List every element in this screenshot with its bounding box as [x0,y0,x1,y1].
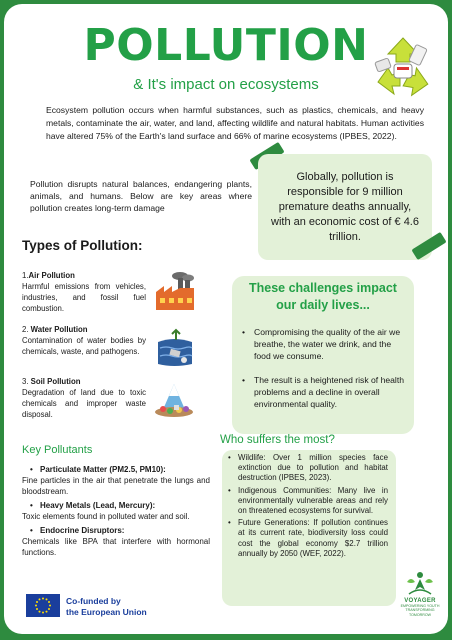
type-title: Water Pollution [30,325,88,334]
water-pollution-icon [154,326,196,368]
pollutant-description: Fine particles in the air that penetrate the lungs and bloodstream. [22,476,210,496]
who-suffers-title: Who suffers the most? [220,434,335,446]
type-description: Degradation of land due to toxic chemicals and improper waste disposal. [22,388,146,419]
eu-flag-icon [26,594,60,617]
pollution-description: Pollution disrupts natural balances, endangering plants, animals, and humans. Below are key areas where pollution creates long-term damage [30,179,252,213]
pollutant-description: Toxic elements found in polluted water and soil. [22,512,190,521]
list-item: • Future Generations: If pollution continues at its current rate, biodiversity loss could cost the global economy $2.7 trillion annually by 2050 (WEF, 2022). [228,518,388,559]
pollutant-description: Chemicals like BPA that interfere with hormonal functions. [22,537,210,557]
type-prefix: 1. [22,271,29,280]
list-item: • Indigenous Communities: Many live in environmentally vulnerable areas and rely on threatened ecosystems for survival. [228,486,388,517]
recycle-icon [368,32,438,102]
type-title: Air Pollution [28,271,75,280]
type-prefix: 3. [22,377,31,386]
pollution-deaths-callout: Globally, pollution is responsible for 9 million premature deaths annually, with an economic cost of € 4.6 trillion. [258,154,432,260]
key-pollutants-list [22,464,210,561]
challenges-title: These challenges impact our daily lives... [249,281,397,312]
list-item: • The result is a heightened risk of health problems and a decline in overall environmental quality. [242,374,404,410]
challenges-list [242,326,404,410]
list-item: • Wildlife: Over 1 million species face extinction due to pollution and habitat destruction (IPBES, 2023). [228,453,388,484]
who-suffers-box [222,450,396,606]
voyager-tagline: EMPOWERING YOUTH TRANSFORMING TOMORROW [400,604,440,617]
list-item [22,464,210,497]
types-heading: Types of Pollution: [22,238,143,253]
intro-paragraph: Ecosystem pollution occurs when harmful substances, such as plastics, chemicals, and heavy metals, contaminate the air, water, and land, affecting wildlife and natural habitats. Human activities have altered 75% of the Earth's land surface and 66% of marine ecosystems (IPBES, 2022). [46,105,424,141]
list-item [22,525,210,558]
eu-cofunded-text [66,596,147,618]
eu-line-1: Co-funded by [66,596,121,606]
voyager-logo [396,570,444,617]
page-title: POLLUTION [83,20,369,71]
voyager-name: VOYAGER [404,598,436,604]
voyager-logo-icon [403,570,437,598]
soil-pollution-icon [154,376,196,418]
who-suffers-list [228,453,388,559]
poster [4,4,448,634]
key-pollutants-title: Key Pollutants [22,444,93,456]
pollution-type-air [22,270,146,314]
eu-line-2: the European Union [66,607,147,617]
type-description: Contamination of water bodies by chemicals, waste, and pathogens. [22,336,146,356]
challenges-box [232,276,414,434]
list-item: • Compromising the quality of the air we breathe, the water we drink, and the food we consume. [242,326,404,362]
pollution-type-water [22,324,146,357]
factory-icon [154,270,196,312]
page-subtitle: & It's impact on ecosystems [133,76,319,93]
pollutant-name: • Heavy Metals (Lead, Mercury): [22,500,210,511]
pollutant-name: • Particulate Matter (PM2.5, PM10): [22,464,210,475]
pollutant-name: • Endocrine Disruptors: [22,525,210,536]
type-description: Harmful emissions from vehicles, industries, and fossil fuel combustion. [22,282,146,313]
type-title: Soil Pollution [30,377,81,386]
pollution-type-soil [22,376,146,420]
list-item [22,500,210,522]
type-prefix: 2. [22,325,31,334]
